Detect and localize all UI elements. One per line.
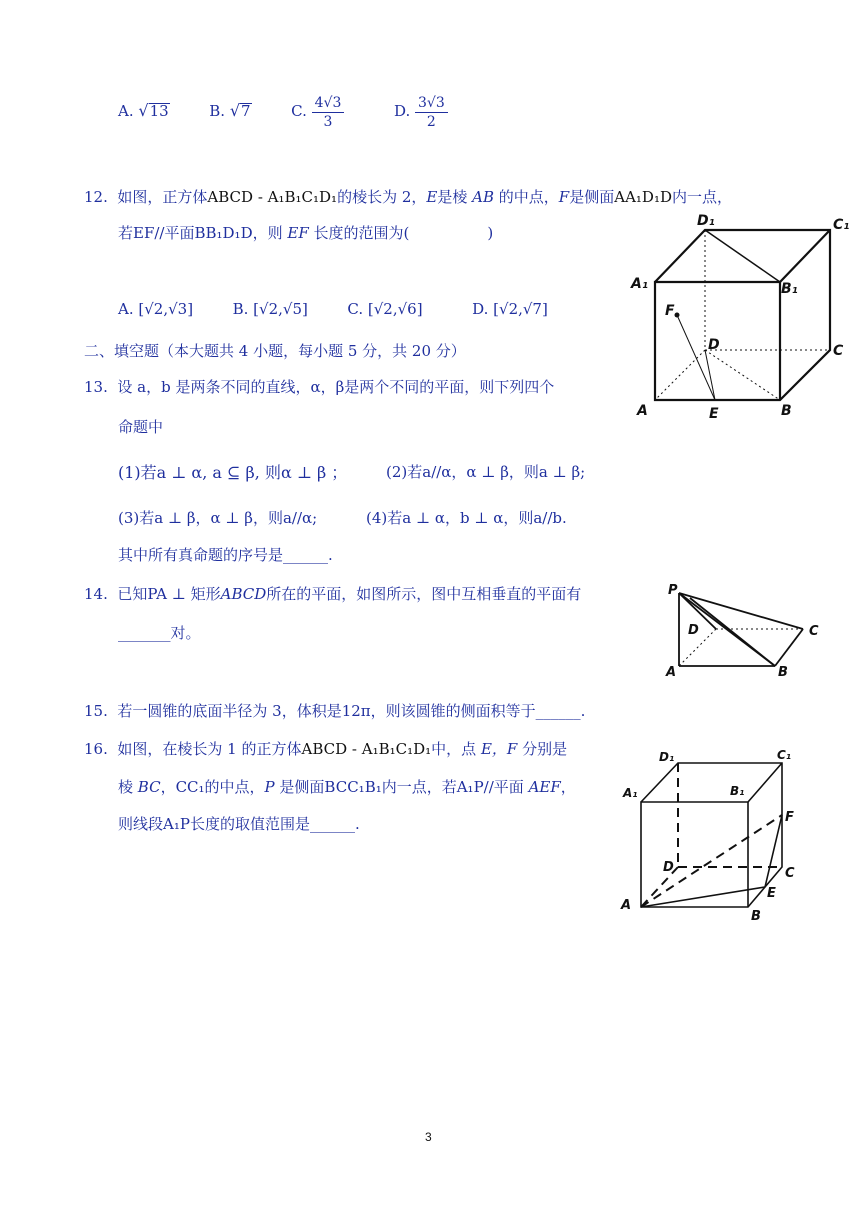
q11-option-d-denominator: 2 — [426, 113, 436, 130]
q12-option-b: B. [√2,√5] — [232, 300, 308, 318]
q16-text-a: 如图，在棱长为 1 的正方体 — [117, 740, 302, 758]
q12-label-f: F — [665, 303, 675, 319]
q12-text-h: 长度的范围为( — [313, 224, 410, 242]
q16-label-a: A — [621, 898, 632, 913]
q13-number: 13. — [84, 378, 108, 396]
q12-text-f: 内一点， — [671, 188, 732, 206]
q14-number: 14. — [84, 585, 108, 603]
q12-cube-figure — [625, 205, 855, 425]
q14-text-a: 已知PA ⊥ 矩形 — [117, 585, 221, 603]
q14-line-2: _______对。 — [118, 624, 201, 642]
q16-var-p: P — [264, 778, 275, 796]
q13-line-5: 其中所有真命题的序号是______. — [118, 546, 333, 564]
q12-label-b: B — [781, 403, 792, 419]
q16-vars-ef: E，F — [480, 740, 518, 758]
q12-line-1 — [84, 186, 732, 207]
q16-text-e: ，CC₁的中点， — [160, 778, 265, 796]
q12-options — [118, 300, 548, 318]
q16-label-e: E — [767, 886, 776, 901]
q12-line-2 — [118, 222, 493, 243]
q13-line-1 — [84, 376, 554, 397]
q12-var-e: E — [426, 188, 438, 206]
q12-label-d: D — [708, 337, 720, 353]
q11-option-c-label: C. — [291, 102, 307, 120]
q11-option-b-value: 7 — [241, 102, 251, 120]
q14-label-c: C — [809, 624, 819, 639]
q14-label-a: A — [666, 665, 677, 680]
q12-label-b1: B₁ — [781, 281, 798, 297]
q16-label-a1: A₁ — [623, 786, 638, 800]
section-2-heading: 二、填空题（本大题共 4 小题，每小题 5 分，共 20 分） — [84, 342, 466, 360]
q16-label-c1: C₁ — [777, 748, 792, 762]
q16-line-2 — [118, 776, 576, 797]
q12-var-f: F — [558, 188, 570, 206]
q11-option-c-fraction — [312, 95, 345, 130]
q12-option-d: D. [√2,√7] — [472, 300, 548, 318]
q12-label-c: C — [833, 343, 844, 359]
q13-proposition-4: (4)若a ⊥ α，b ⊥ α，则a//b. — [366, 509, 567, 527]
q11-option-d-fraction — [415, 95, 448, 130]
q12-text-a: 如图，正方体 — [117, 188, 208, 206]
q12-text-d: 的中点， — [498, 188, 559, 206]
q12-label-a1: A₁ — [631, 276, 648, 292]
q12-label-e: E — [709, 406, 719, 422]
q16-label-c: C — [785, 866, 795, 881]
q11-option-b-label: B. — [209, 102, 226, 120]
q16-line-3: 则线段A₁P长度的取值范围是______. — [118, 815, 360, 833]
q15-line-1 — [84, 700, 585, 721]
q16-number: 16. — [84, 740, 108, 758]
q16-text-c: 分别是 — [522, 740, 568, 758]
q16-text-d: 棱 — [118, 778, 134, 796]
q13-proposition-2: (2)若a//α，α ⊥ β，则a ⊥ β; — [386, 463, 586, 481]
q12-point-f — [675, 313, 680, 318]
q12-cube-name: ABCD - A₁B₁C₁D₁ — [207, 188, 338, 206]
q15-text: 若一圆锥的底面半径为 3，体积是12π，则该圆锥的侧面积等于______. — [117, 702, 586, 720]
q16-label-b1: B₁ — [730, 784, 745, 798]
q16-label-b: B — [751, 909, 761, 924]
q16-label-d1: D₁ — [659, 750, 675, 764]
q14-text-b: 所在的平面，如图所示，图中互相垂直的平面有 — [266, 585, 582, 603]
q11-option-d-label: D. — [393, 102, 411, 120]
q16-cube-figure — [615, 745, 810, 925]
q11-option-d-numerator: 3√3 — [415, 95, 448, 113]
q14-rect-name: ABCD — [220, 585, 267, 603]
q12-option-c: C. [√2,√6] — [347, 300, 423, 318]
q12-text-i: ) — [487, 224, 494, 242]
q16-label-d: D — [663, 860, 674, 875]
q15-number: 15. — [84, 702, 108, 720]
q12-var-ef: EF — [287, 224, 309, 242]
q16-label-f: F — [785, 810, 794, 825]
q11-option-c-numerator: 4√3 — [312, 95, 345, 113]
q14-pyramid-figure — [660, 578, 830, 682]
q13-text-1: 设 a，b 是两条不同的直线，α，β是两个不同的平面，则下列四个 — [117, 378, 555, 396]
page-number: 3 — [425, 1130, 432, 1144]
q16-text-b: 中，点 — [431, 740, 477, 758]
q12-text-c: 是棱 — [437, 188, 468, 206]
q12-text-e: 是侧面 — [569, 188, 615, 206]
q16-var-bc: BC — [137, 778, 161, 796]
q11-options: A. √13 B. √7 C. $\frac{4√3}{3}$ D. $\frac{3√3}{2}$ — [118, 88, 448, 134]
q13-proposition-1: (1)若a ⊥ α, a ⊆ β, 则α ⊥ β ； — [118, 463, 348, 482]
q12-var-ab: AB — [472, 188, 494, 206]
q11-option-a-value: 13 — [149, 102, 169, 120]
q12-face-name: AA₁D₁D — [614, 188, 672, 206]
q14-label-d: D — [688, 623, 699, 638]
q16-text-g: ， — [560, 778, 576, 796]
q12-text-g: 若EF//平面BB₁D₁D，则 — [118, 224, 283, 242]
q11-option-c-denominator: 3 — [323, 113, 333, 130]
q12-number: 12. — [84, 188, 108, 206]
q12-option-a: A. [√2,√3] — [118, 300, 194, 318]
q14-line-1 — [84, 583, 581, 604]
q13-proposition-3: (3)若a ⊥ β，α ⊥ β，则a//α; — [118, 509, 318, 527]
q12-label-a: A — [637, 403, 648, 419]
q13-line-2: 命题中 — [118, 418, 164, 436]
q12-label-c1: C₁ — [833, 217, 850, 233]
q12-label-d1: D₁ — [697, 213, 715, 229]
q14-label-b: B — [778, 665, 788, 680]
q14-label-p: P — [668, 583, 678, 598]
q16-var-aef: AEF — [528, 778, 561, 796]
q16-cube-name: ABCD - A₁B₁C₁D₁ — [301, 740, 432, 758]
q16-text-f: 是侧面BCC₁B₁内一点，若A₁P//平面 — [279, 778, 524, 796]
q11-option-a-label: A. — [118, 102, 134, 120]
q16-line-1 — [84, 738, 567, 759]
q12-text-b: 的棱长为 2， — [337, 188, 427, 206]
